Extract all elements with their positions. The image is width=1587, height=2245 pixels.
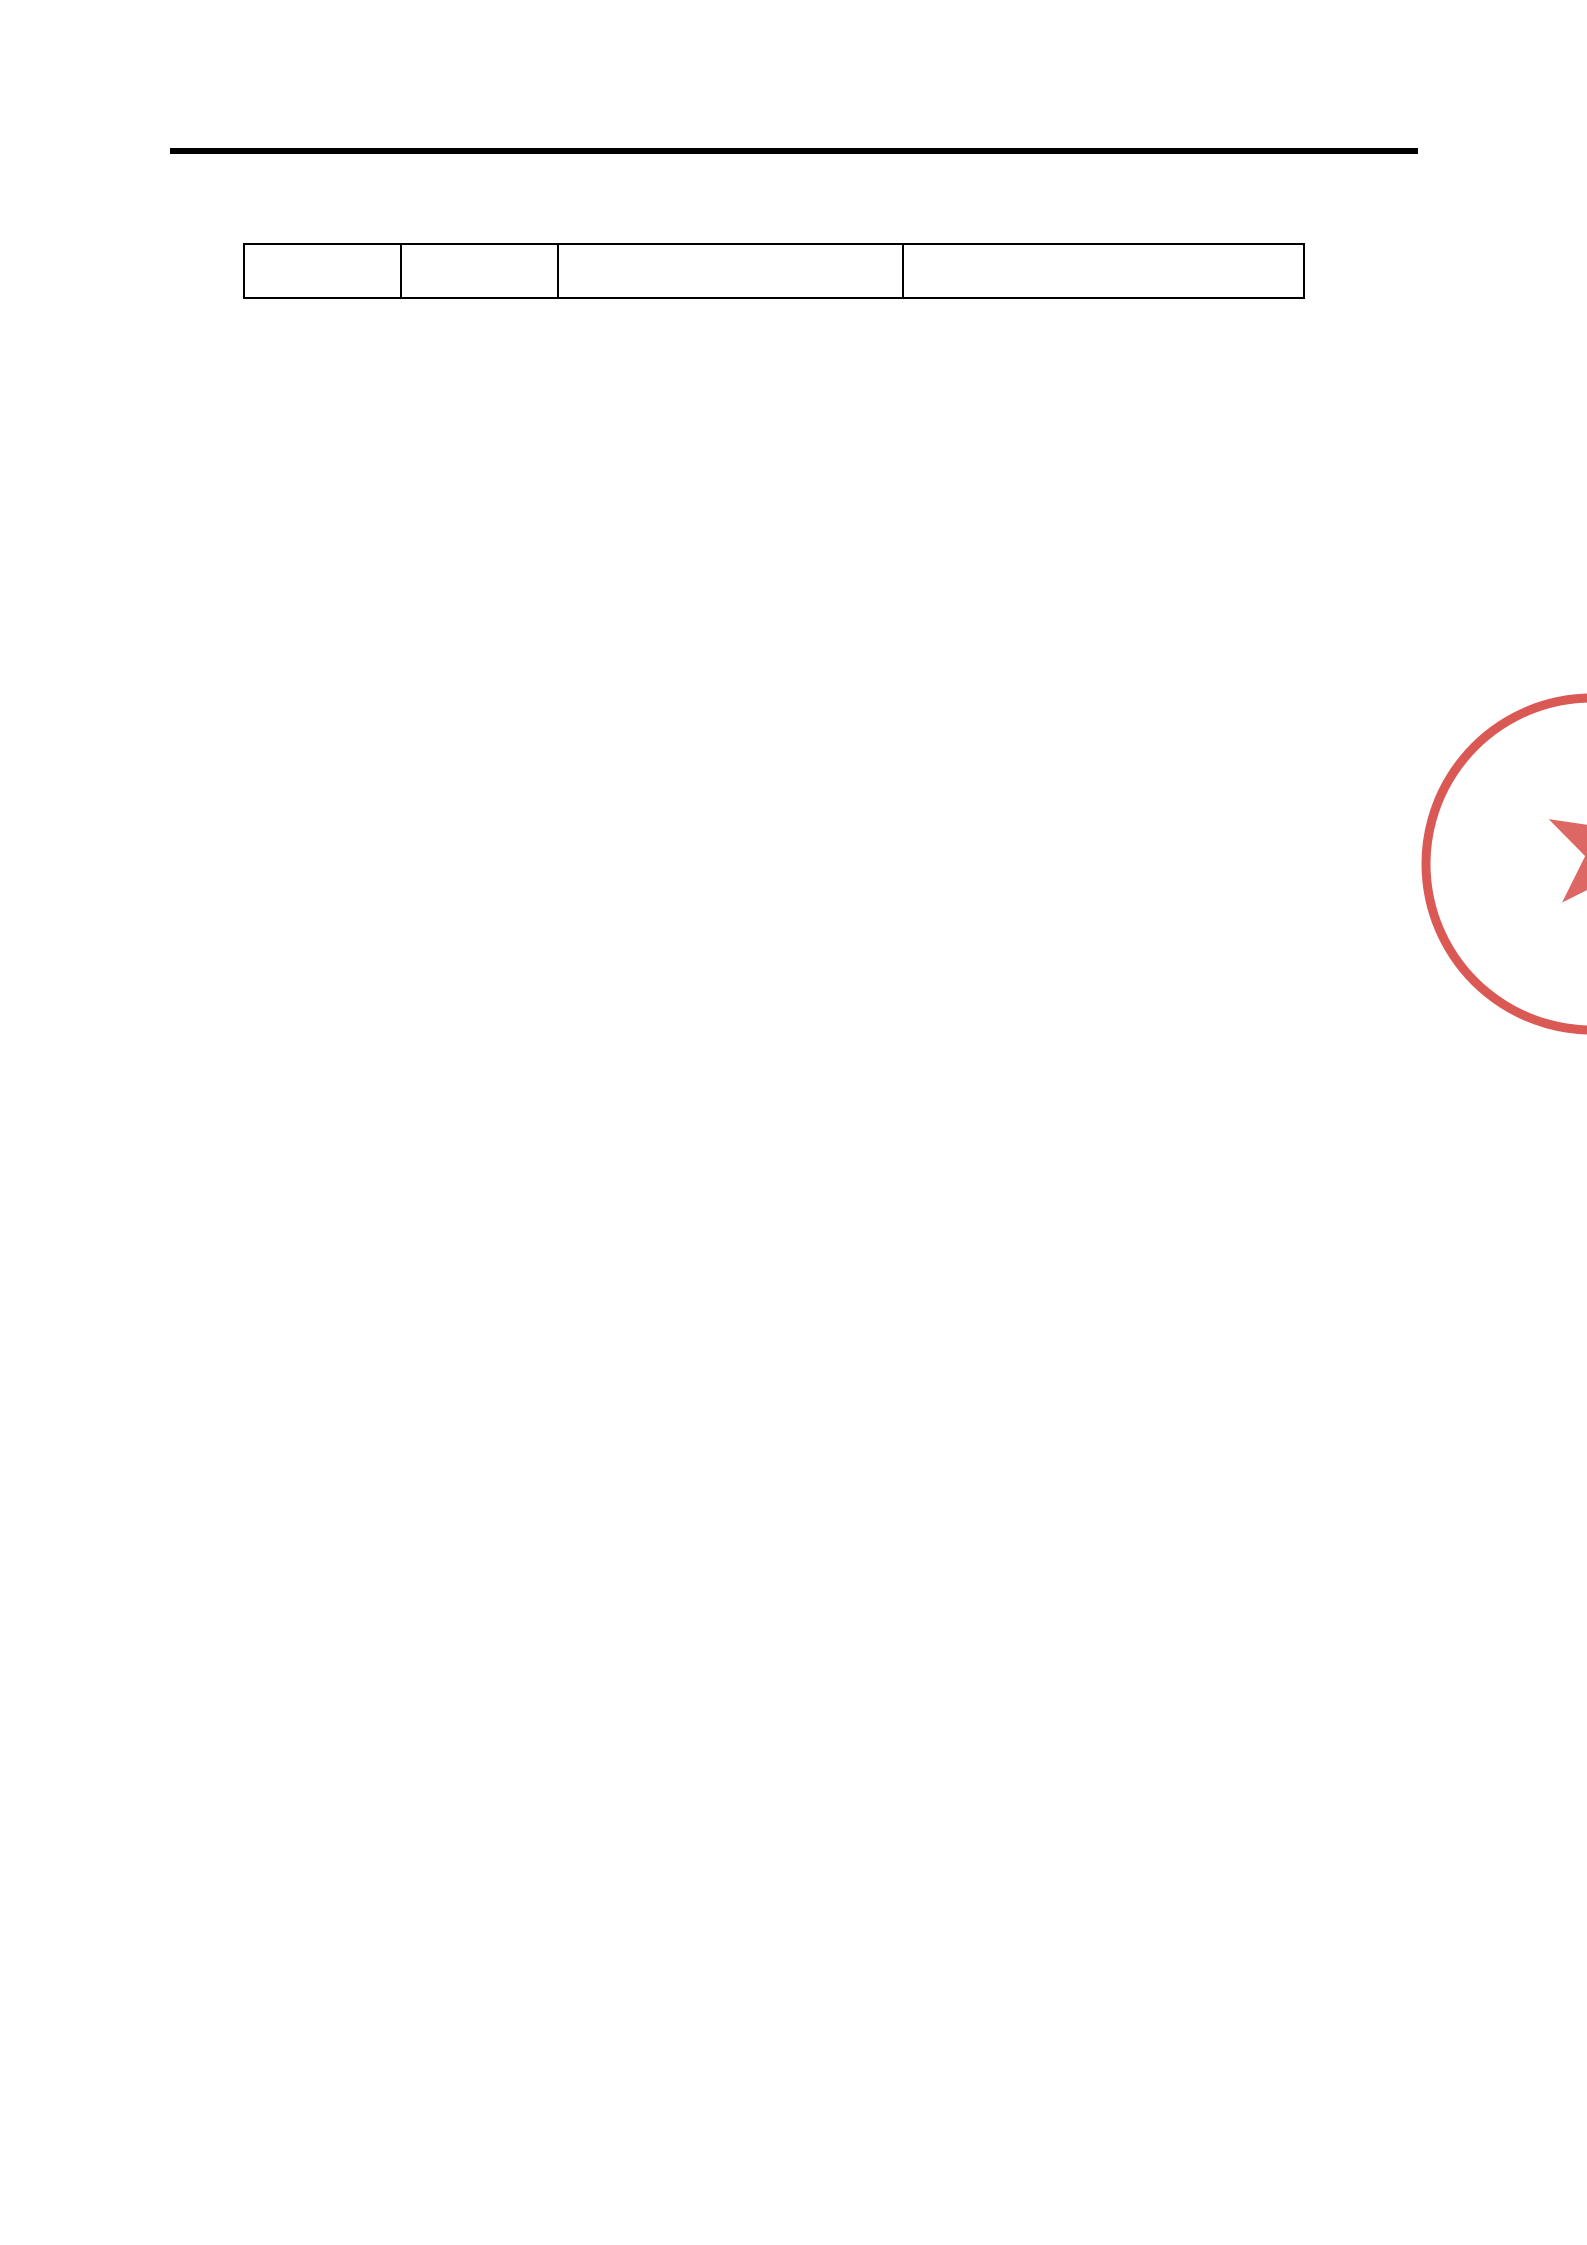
roster-table-head <box>244 244 1304 298</box>
seal-graphic <box>1372 644 1587 1084</box>
header-divider <box>170 148 1418 154</box>
company-seal <box>1372 644 1587 1084</box>
document-body <box>243 196 1347 299</box>
header-id-number <box>558 244 903 298</box>
header-serial <box>244 244 401 298</box>
header-name <box>401 244 558 298</box>
seal-star-icon <box>1545 775 1587 925</box>
header-absence-period <box>903 244 1304 298</box>
header-row <box>244 244 1304 298</box>
dismissed-employees-table <box>243 243 1305 299</box>
seal-ring <box>1410 682 1587 1047</box>
